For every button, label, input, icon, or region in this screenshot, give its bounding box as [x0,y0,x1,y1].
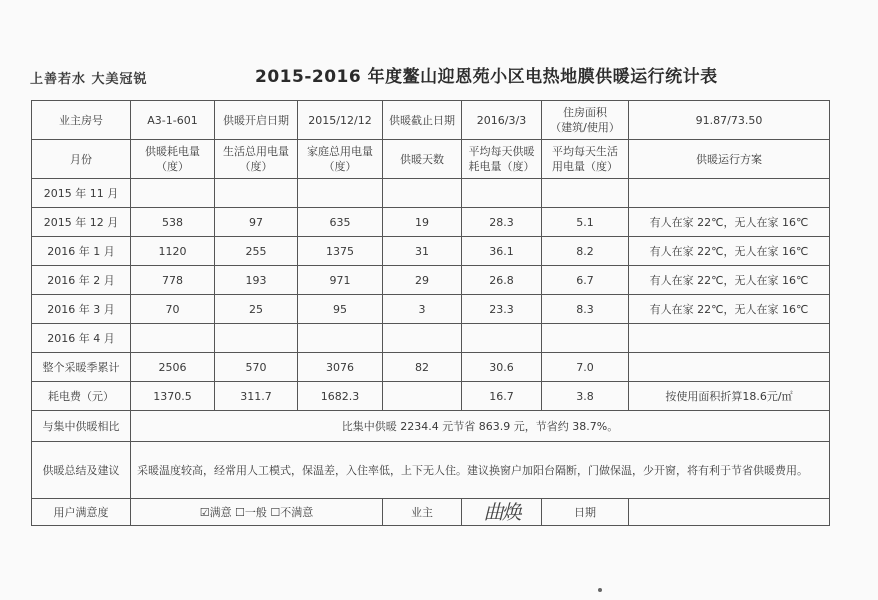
cell-heating: 70 [131,295,215,324]
cell-month: 2015 年 12 月 [32,208,131,237]
cell-avg-heat: 36.1 [462,237,542,266]
header-avg-life [542,140,629,179]
owner-room-value: A3-1-601 [131,101,215,140]
summary-row [32,442,830,499]
header-living-kwh-line1: 生活总用电量 [223,145,289,158]
satisfaction-label: 用户满意度 [32,499,131,526]
cell-scheme: 有人在家 22℃，无人在家 16℃ [629,266,830,295]
cell-avg-life: 5.1 [542,208,629,237]
cost-avg-life: 3.8 [542,382,629,411]
cost-label: 耗电费（元） [32,382,131,411]
table-row [32,208,830,237]
date-value[interactable] [629,499,830,526]
cell-living: 255 [215,237,298,266]
table-row [32,324,830,353]
total-avg-heat: 30.6 [462,353,542,382]
start-date-value: 2015/12/12 [298,101,383,140]
area-value: 91.87/73.50 [629,101,830,140]
cell-month: 2016 年 2 月 [32,266,131,295]
cell-heating [131,324,215,353]
header-living-kwh [215,140,298,179]
cell-living: 25 [215,295,298,324]
cost-avg-heat: 16.7 [462,382,542,411]
header-scheme: 供暖运行方案 [629,140,830,179]
end-date-label: 供暖截止日期 [383,101,462,140]
header-avg-heat-line1: 平均每天供暖 [468,145,535,158]
cell-avg-life [542,324,629,353]
compare-row [32,411,830,442]
total-scheme [629,353,830,382]
cost-scheme: 按使用面积折算18.6元/㎡ [629,382,830,411]
cell-days [383,324,462,353]
total-label: 整个采暖季累计 [32,353,131,382]
cell-avg-heat [462,179,542,208]
header-living-kwh-line2: （度） [239,160,273,173]
header-avg-life-line1: 平均每天生活 [552,145,618,158]
header-home-kwh [298,140,383,179]
cell-heating: 1120 [131,237,215,266]
info-row [32,101,830,140]
cell-month: 2016 年 3 月 [32,295,131,324]
header-days: 供暖天数 [383,140,462,179]
cell-avg-life [542,179,629,208]
start-date-label: 供暖开启日期 [215,101,298,140]
cell-scheme [629,324,830,353]
cell-living: 193 [215,266,298,295]
cell-heating: 778 [131,266,215,295]
date-label: 日期 [542,499,629,526]
header-avg-heat [462,140,542,179]
area-label [542,101,629,140]
owner-label: 业主 [383,499,462,526]
total-avg-life: 7.0 [542,353,629,382]
cell-scheme: 有人在家 22℃，无人在家 16℃ [629,295,830,324]
cell-avg-heat: 23.3 [462,295,542,324]
owner-room-label: 业主房号 [32,101,131,140]
cell-days: 31 [383,237,462,266]
cell-home: 971 [298,266,383,295]
compare-text: 比集中供暖 2234.4 元节省 863.9 元，节省约 38.7%。 [131,411,830,442]
cell-days [383,179,462,208]
header-avg-heat-line2: 耗电量（度） [468,160,535,173]
cell-days: 3 [383,295,462,324]
cell-scheme: 有人在家 22℃，无人在家 16℃ [629,208,830,237]
table-row [32,266,830,295]
table-row [32,295,830,324]
header-heating-kwh-line2: （度） [156,160,189,173]
total-row [32,353,830,382]
cell-avg-life: 8.2 [542,237,629,266]
table-row [32,237,830,266]
company-motto: 上善若水 大美冠锐 [30,72,148,87]
total-living: 570 [215,353,298,382]
cell-scheme [629,179,830,208]
owner-signature: 曲焕 [462,499,542,526]
header-home-kwh-line1: 家庭总用电量 [307,145,373,158]
area-label-line1: 住房面积 [563,106,607,119]
cell-home [298,179,383,208]
page-title: 2015-2016 年度鳌山迎恩苑小区电热地膜供暖运行统计表 [255,67,718,87]
total-home: 3076 [298,353,383,382]
cost-row [32,382,830,411]
cell-home [298,324,383,353]
end-date-value: 2016/3/3 [462,101,542,140]
total-heating: 2506 [131,353,215,382]
compare-label: 与集中供暖相比 [32,411,131,442]
cell-living: 97 [215,208,298,237]
cell-heating: 538 [131,208,215,237]
header-heating-kwh [131,140,215,179]
area-label-line2: （建筑/使用） [550,121,620,134]
cell-living [215,179,298,208]
cell-month: 2015 年 11 月 [32,179,131,208]
cell-living [215,324,298,353]
satisfaction-row [32,499,830,526]
cell-month: 2016 年 4 月 [32,324,131,353]
cell-home: 635 [298,208,383,237]
cell-scheme: 有人在家 22℃，无人在家 16℃ [629,237,830,266]
cost-living: 311.7 [215,382,298,411]
cell-avg-life: 6.7 [542,266,629,295]
cell-heating [131,179,215,208]
cell-avg-heat: 28.3 [462,208,542,237]
cost-home: 1682.3 [298,382,383,411]
summary-label: 供暖总结及建议 [32,442,131,499]
heating-statistics-table [31,100,830,526]
cell-days: 19 [383,208,462,237]
cell-days: 29 [383,266,462,295]
header-row [32,140,830,179]
cell-avg-heat: 26.8 [462,266,542,295]
cell-month: 2016 年 1 月 [32,237,131,266]
satisfaction-options[interactable]: ☑满意 ☐一般 ☐不满意 [131,499,383,526]
cell-avg-heat [462,324,542,353]
scan-speck [598,588,602,592]
cell-avg-life: 8.3 [542,295,629,324]
header-month: 月份 [32,140,131,179]
cost-days [383,382,462,411]
summary-text: 采暖温度较高，经常用人工模式，保温差，入住率低，上下无人住。建议换窗户加阳台隔断，门做保温，少开窗，将有利于节省供暖费用。 [131,442,830,499]
table-row [32,179,830,208]
header-avg-life-line2: 用电量（度） [552,160,618,173]
cell-home: 95 [298,295,383,324]
header-home-kwh-line2: （度） [323,160,357,173]
total-days: 82 [383,353,462,382]
header-heating-kwh-line1: 供暖耗电量 [145,145,200,158]
cost-heating: 1370.5 [131,382,215,411]
cell-home: 1375 [298,237,383,266]
